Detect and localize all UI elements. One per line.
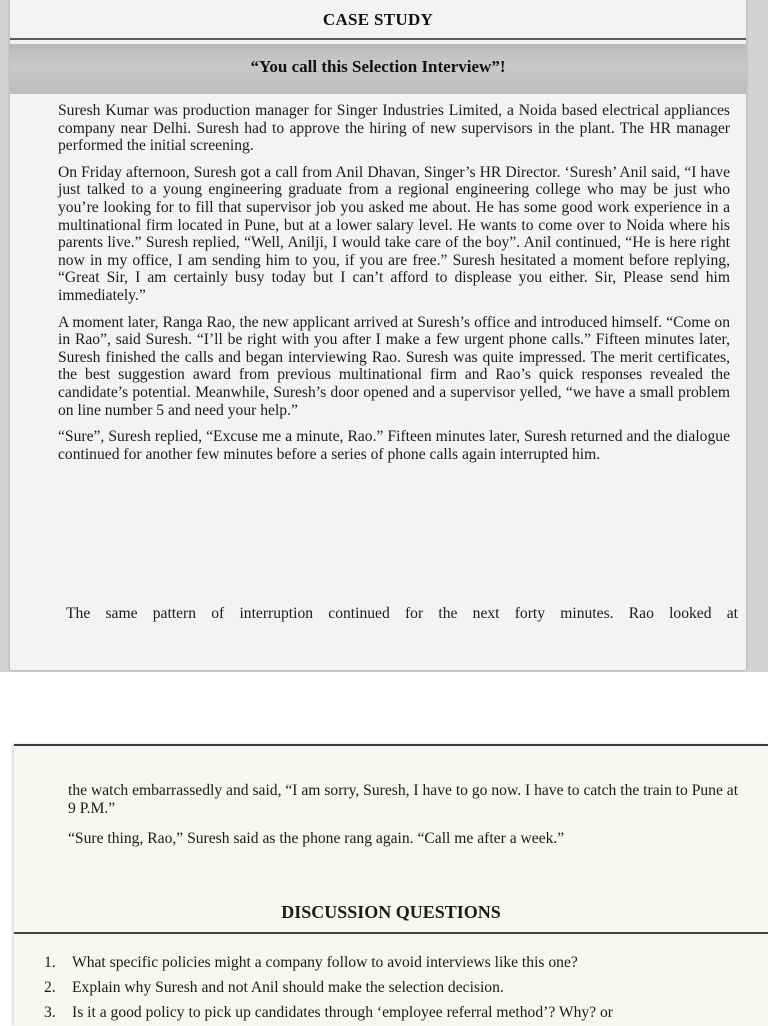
paragraph: the watch embarrassedly and said, “I am sorry, Suresh, I have to go now. I have to catch the train to Pune at 9 P.M.”: [68, 782, 739, 817]
question-number: 3.: [44, 1004, 56, 1021]
discussion-questions-list: [44, 954, 754, 1026]
discussion-heading: DISCUSSION QUESTIONS: [281, 902, 501, 922]
discussion-divider: [14, 932, 768, 934]
question-number: 1.: [44, 954, 56, 971]
paragraph: A moment later, Ranga Rao, the new applicant arrived at Suresh’s office and introduced himself. “Come on in Rao”, said Suresh. “I’ll be right with you after I make a few urgent phone calls.” Fifteen minutes later, Suresh finished the calls and began interviewing Rao. Suresh was quite impressed. The merit certificates, the best suggestion award from previous multinational firm and Rao’s quick responses revealed the candidate’s potential. Meanwhile, Suresh’s door opened and a supervisor yelled, “we have a small problem on line number 5 and need your help.”: [58, 313, 730, 419]
question-item: [44, 954, 754, 979]
question-item: [44, 979, 754, 1004]
paragraph-cut-off: The same pattern of interruption continued for the next forty minutes. Rao looked at: [66, 605, 738, 622]
question-item: [44, 1004, 754, 1026]
paragraph: Suresh Kumar was production manager for Singer Industries Limited, a Noida based electrical appliances company near Delhi. Suresh had to approve the hiring of new supervisors in the plant. The HR manager performed the initial screening.: [58, 102, 730, 155]
case-study-body: [58, 102, 730, 472]
question-number: 2.: [44, 979, 56, 996]
question-text: What specific policies might a company follow to avoid interviews like this one?: [72, 954, 578, 971]
heading-divider: [10, 38, 746, 40]
question-text: Is it a good policy to pick up candidates through ‘employee referral method’? Why? or: [72, 1004, 613, 1021]
paragraph: On Friday afternoon, Suresh got a call from Anil Dhavan, Singer’s HR Director. ‘Suresh’ Anil said, “I have just talked to a young engineering graduate from a regional engineering college who may be just who you’re looking for to fill that supervisor job you asked me about. He has some good work experience in a multinational firm located in Pune, but at a lower salary level. He wants to come over to Noida where his parents live.” Suresh replied, “Well, Anilji, I would take care of the boy”. Anil continued, “He is here right now in my office, I am sending him to you, if you are free.” Suresh hesitated a moment before replying, “Great Sir, I am certainly busy today but I can’t afford to displease you either. Sir, Please send him immediately.”: [58, 163, 730, 304]
case-study-page: [10, 0, 746, 670]
paragraph: “Sure thing, Rao,” Suresh said as the phone rang again. “Call me after a week.”: [68, 830, 565, 847]
continuation-body: [68, 782, 744, 860]
case-study-label: CASE STUDY: [322, 10, 434, 29]
title-band: [10, 44, 746, 94]
page-gap: [0, 672, 768, 744]
paragraph: “Sure”, Suresh replied, “Excuse me a minute, Rao.” Fifteen minutes later, Suresh returned and the dialogue continued for another few minutes before a series of phone calls again interrupted him.: [58, 428, 730, 463]
case-study-title: “You call this Selection Interview”!: [250, 57, 506, 76]
question-text: Explain why Suresh and not Anil should make the selection decision.: [72, 979, 504, 996]
continuation-page: [14, 744, 768, 1026]
